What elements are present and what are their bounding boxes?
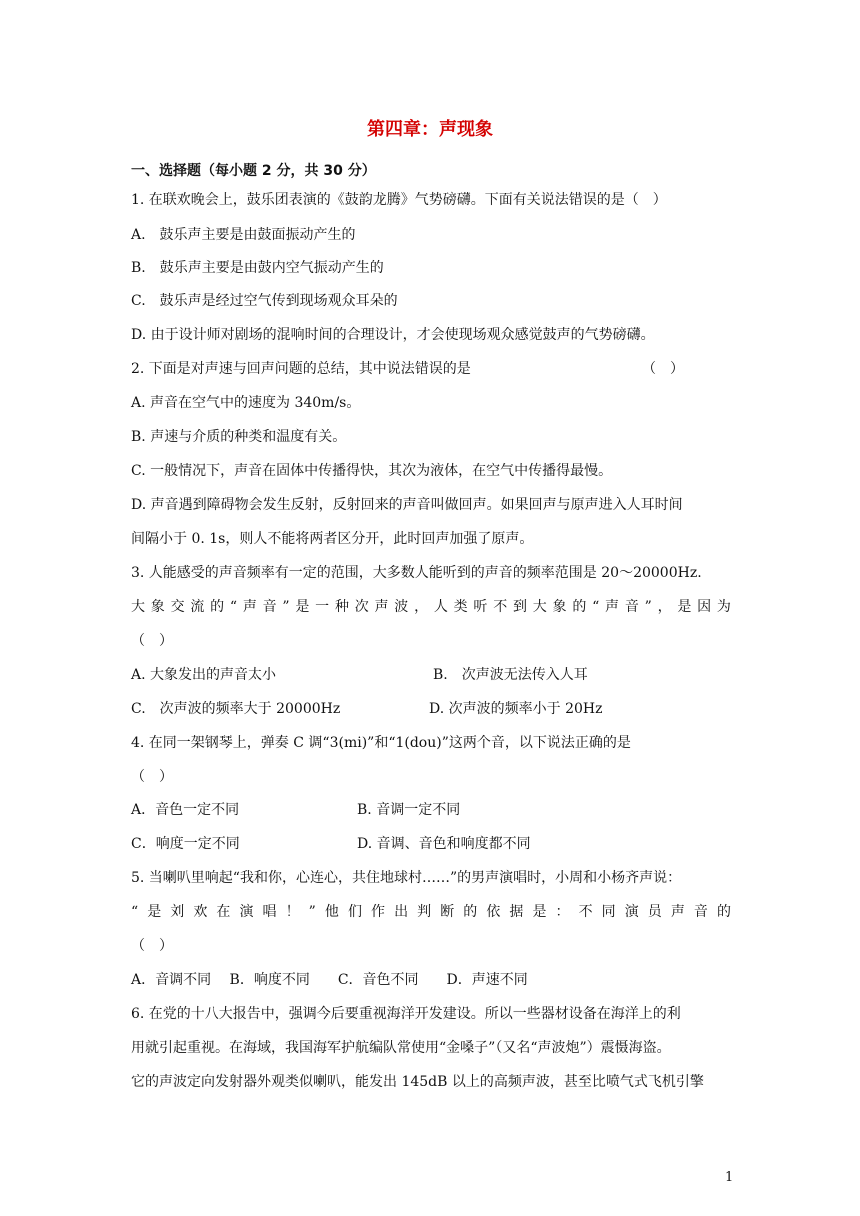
q3-option-d: D. 次声波的频率小于 20Hz: [429, 701, 603, 717]
q5-options: A．音调不同 B．响度不同 C．音色不同 D．声速不同: [131, 972, 528, 988]
q3-stem-line2-char: 音: [624, 599, 639, 615]
q5-answer-paren: （ ）: [131, 938, 173, 954]
q2-option-a: A. 声音在空气中的速度为 340m/s。: [131, 395, 361, 411]
q3-stem-line1: 3. 人能感受的声音频率有一定的范围，大多数人能听到的声音的频率范围是 20～20000Hz.: [131, 565, 702, 581]
q3-stem-line2-char: ，: [414, 599, 429, 615]
q3-stem-line2-char: “: [592, 599, 600, 615]
q5-stem-line2-char: 他: [324, 904, 339, 920]
q3-stem-line2-char: 人: [433, 599, 448, 615]
q3-stem-line2-char: 声: [374, 599, 389, 615]
q4-option-a: A．音色一定不同: [131, 802, 240, 818]
q5-stem-line1: 5. 当喇叭里响起“我和你，心连心，共住地球村……”的男声演唱时，小周和小杨齐声说：: [131, 870, 682, 886]
q5-stem-line2-char: ！: [285, 904, 300, 920]
q5-stem-line2-char: 员: [647, 904, 662, 920]
q5-stem-line2-char: 声: [670, 904, 685, 920]
q3-stem-line2-char: ”: [644, 599, 652, 615]
q4-option-d: D. 音调、音色和响度都不同: [357, 836, 531, 852]
page-number: 1: [725, 1170, 734, 1185]
q3-stem-line2-char: 象: [552, 599, 567, 615]
q3-stem-line2-char: 因: [697, 599, 712, 615]
q1-option-c: C. 鼓乐声是经过空气传到现场观众耳朵的: [131, 293, 398, 309]
q5-stem-line2-char: 判: [417, 904, 432, 920]
q3-stem-line2-char: 类: [453, 599, 468, 615]
section-heading: 一、选择题（每小题 2 分，共 30 分）: [131, 163, 376, 179]
q2-answer-paren: （ ）: [642, 361, 684, 377]
q5-stem-line2-char: 的: [463, 904, 478, 920]
q3-option-a: A. 大象发出的声音太小: [131, 667, 277, 683]
q5-stem-line2-char: 不: [578, 904, 593, 920]
q3-stem-line2: [131, 597, 731, 617]
q3-stem-line2-char: “: [229, 599, 238, 615]
q3-stem-line2-char: 声: [242, 599, 257, 615]
q6-stem-line1: 6. 在党的十八大报告中，强调今后要重视海洋开发建设。所以一些器材设备在海洋上的利: [131, 1006, 681, 1022]
q1-option-a: A. 鼓乐声主要是由鼓面振动产生的: [131, 227, 356, 243]
q3-stem-line2-char: 是: [677, 599, 692, 615]
q2-stem: 2. 下面是对声速与回声问题的总结，其中说法错误的是: [131, 361, 471, 377]
q5-stem-line2-char: 的: [716, 904, 731, 920]
q5-stem-line2-char: 演: [239, 904, 254, 920]
q3-stem-line2-char: 象: [150, 599, 165, 615]
q3-stem-line2-char: ”: [282, 599, 290, 615]
q3-stem-line2-char: 音: [262, 599, 277, 615]
q3-stem-line2-char: 是: [295, 599, 310, 615]
q5-stem-line2-char: 刘: [170, 904, 185, 920]
q5-stem-line2-char: 演: [624, 904, 639, 920]
q3-stem-line2-char: ，: [657, 599, 672, 615]
q3-stem-line2-char: 大: [532, 599, 547, 615]
q5-stem-line2-char: “: [131, 904, 139, 920]
q3-answer-paren: （ ）: [131, 633, 173, 649]
q3-stem-line2-char: 听: [473, 599, 488, 615]
q2-option-d-line1: D. 声音遇到障碍物会发生反射，反射回来的声音叫做回声。如果回声与原声进入人耳时间: [131, 497, 683, 513]
q3-stem-line2-char: 的: [572, 599, 587, 615]
q3-stem-line2-char: 声: [605, 599, 620, 615]
q3-stem-line2-char: 到: [512, 599, 527, 615]
q3-stem-line2-char: 的: [210, 599, 225, 615]
chapter-title: 第四章：声现象: [367, 119, 493, 140]
q4-answer-paren: （ ）: [131, 769, 173, 785]
q5-stem-line2-char: 唱: [262, 904, 277, 920]
q3-stem-line2-char: 不: [493, 599, 508, 615]
q5-stem-line2-char: 断: [440, 904, 455, 920]
q6-stem-line3: 它的声波定向发射器外观类似喇叭，能发出 145dB 以上的高频声波，甚至比喷气式飞机引擎: [131, 1074, 704, 1090]
q2-option-b: B. 声速与介质的种类和温度有关。: [131, 429, 347, 445]
q3-stem-line2-char: 波: [394, 599, 409, 615]
q2-option-c: C. 一般情况下，声音在固体中传播得快，其次为液体，在空气中传播得最慢。: [131, 463, 613, 479]
q5-stem-line2-char: 依: [486, 904, 501, 920]
q3-stem-line2-char: 为: [716, 599, 731, 615]
q5-stem-line2-char: 们: [347, 904, 362, 920]
q5-stem-line2-char: 作: [371, 904, 386, 920]
q3-stem-line2-char: 交: [170, 599, 185, 615]
q4-option-c: C．响度一定不同: [131, 836, 240, 852]
q3-stem-line2-char: 大: [131, 599, 145, 615]
q4-option-b: B. 音调一定不同: [357, 802, 461, 818]
q3-option-c: C. 次声波的频率大于 20000Hz: [131, 701, 341, 717]
q5-stem-line2-char: 是: [147, 904, 162, 920]
q5-stem-line2-char: ”: [308, 904, 316, 920]
q5-stem-line2-char: 出: [394, 904, 409, 920]
q5-stem-line2-char: 音: [693, 904, 708, 920]
q5-stem-line2-char: ：: [555, 904, 570, 920]
q3-option-b: B. 次声波无法传入人耳: [433, 667, 588, 683]
q2-option-d-line2: 间隔小于 0. 1s，则人不能将两者区分开，此时回声加强了原声。: [131, 531, 534, 547]
q3-stem-line2-char: 一: [315, 599, 330, 615]
q3-stem-line2-char: 次: [354, 599, 369, 615]
q5-stem-line2: [131, 902, 731, 922]
q1-stem: 1. 在联欢晚会上，鼓乐团表演的《鼓韵龙腾》气势磅礴。下面有关说法错误的是（ ）: [131, 192, 667, 208]
q3-stem-line2-char: 种: [334, 599, 349, 615]
q6-stem-line2: 用就引起重视。在海域，我国海军护航编队常使用“金嗓子”（又名“声波炮”）震慑海盗。: [131, 1040, 671, 1056]
q1-option-d: D. 由于设计师对剧场的混响时间的合理设计，才会使现场观众感觉鼓声的气势磅礴。: [131, 327, 655, 343]
q1-option-b: B. 鼓乐声主要是由鼓内空气振动产生的: [131, 260, 384, 276]
q4-stem: 4. 在同一架钢琴上，弹奏 C 调“3(mi)”和“1(dou)”这两个音，以下说法正确的是: [131, 735, 631, 751]
q5-stem-line2-char: 是: [532, 904, 547, 920]
q3-stem-line2-char: 流: [190, 599, 205, 615]
q5-stem-line2-char: 据: [509, 904, 524, 920]
q5-stem-line2-char: 在: [216, 904, 231, 920]
q5-stem-line2-char: 同: [601, 904, 616, 920]
q5-stem-line2-char: 欢: [193, 904, 208, 920]
